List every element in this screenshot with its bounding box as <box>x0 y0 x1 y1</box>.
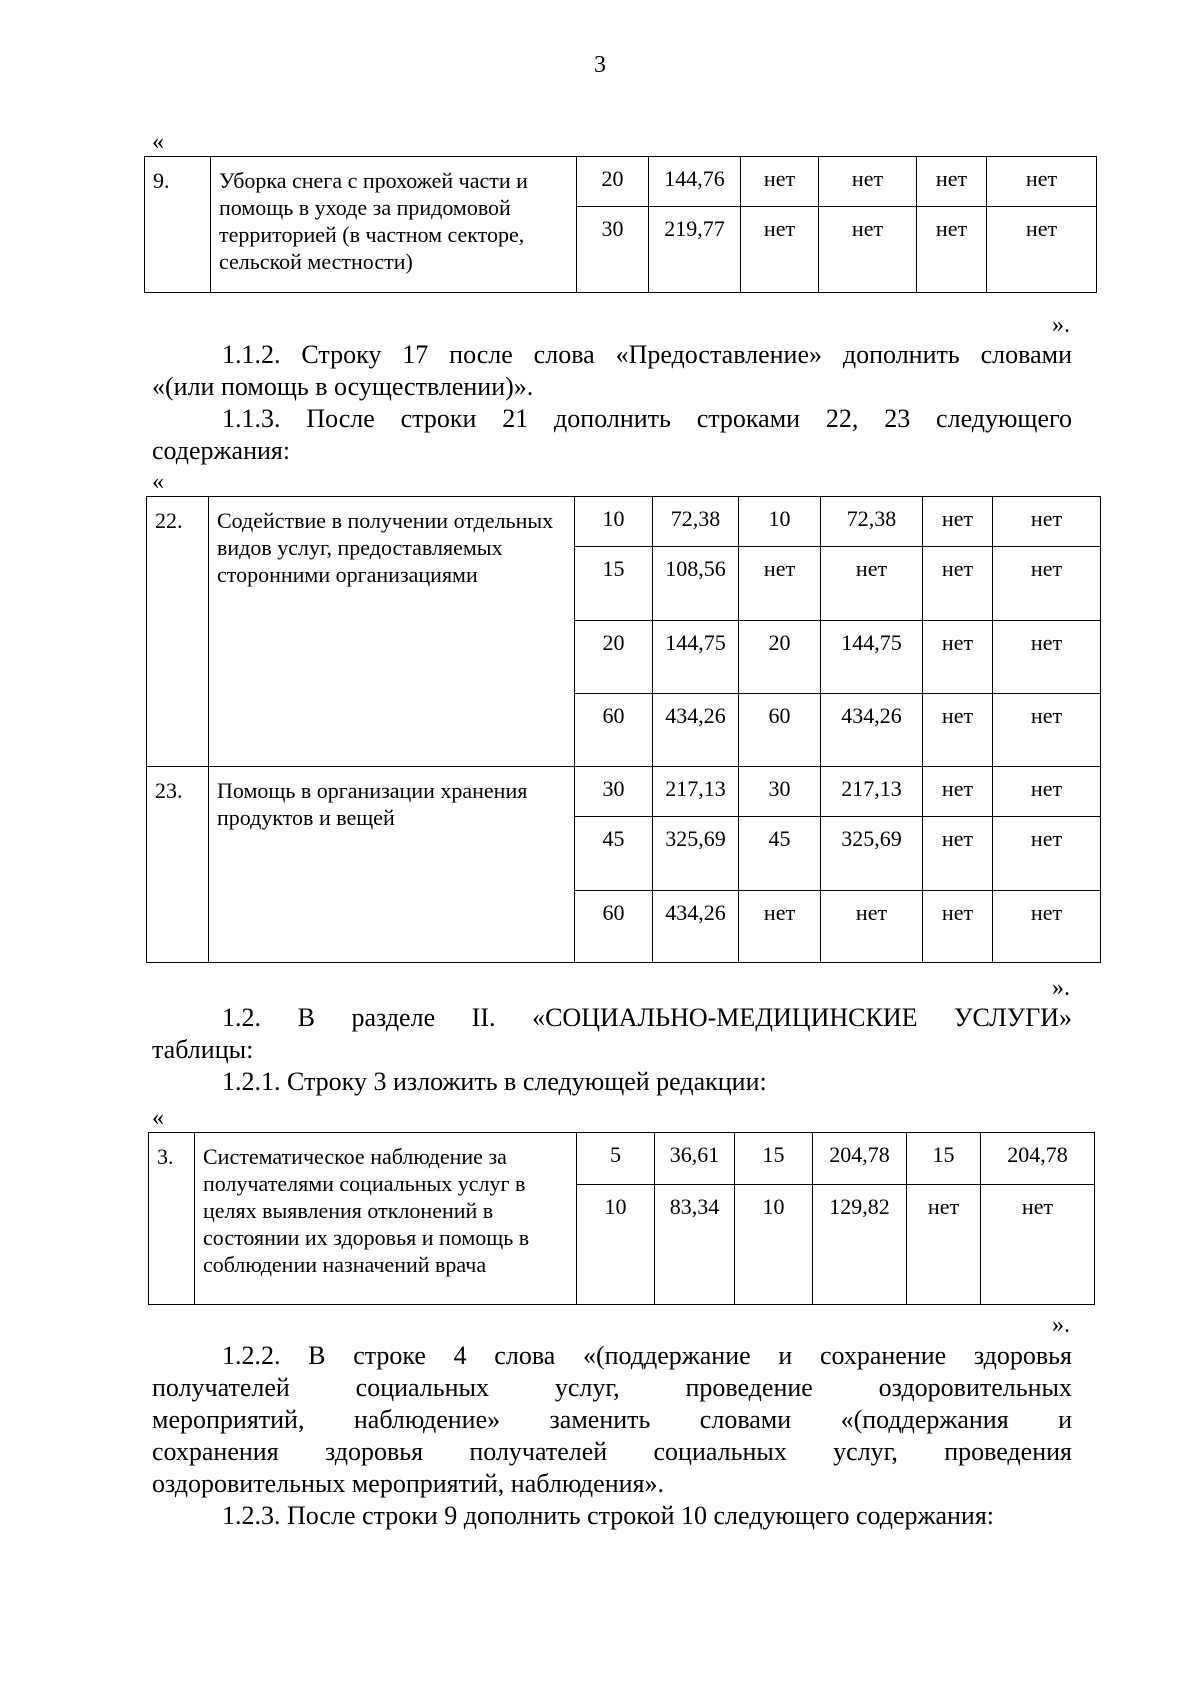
table-cell: нет <box>917 157 987 207</box>
table-cell: нет <box>741 157 819 207</box>
paragraph-1-1-3 <box>152 403 1072 467</box>
table-cell: 144,75 <box>653 621 739 694</box>
table-cell: нет <box>917 207 987 293</box>
table-cell: нет <box>987 207 1097 293</box>
table-cell: нет <box>923 694 993 767</box>
table-cell: 204,78 <box>981 1133 1095 1185</box>
table-cell: нет <box>907 1185 981 1305</box>
table-cell: нет <box>987 157 1097 207</box>
paragraph-line: получателей социальных услуг, проведение оздоровительных <box>152 1373 1072 1402</box>
table-cell: нет <box>993 497 1101 547</box>
table-cell: нет <box>923 767 993 817</box>
table-cell: нет <box>993 817 1101 891</box>
table-cell: 72,38 <box>821 497 923 547</box>
table-cell: 60 <box>739 694 821 767</box>
service-description: Систематическое наблюдение за получателями социальных услуг в целях выявления отклонений в состоянии их здоровья и помощь в соблюдении назначений врача <box>195 1133 577 1305</box>
services-table-row-9 <box>144 156 1097 293</box>
paragraph-line: 1.2. В разделе II. «СОЦИАЛЬНО-МЕДИЦИНСКИЕ УСЛУГИ» <box>222 1003 1072 1032</box>
table-cell: 60 <box>575 694 653 767</box>
row-number: 9. <box>145 157 211 293</box>
table-cell: нет <box>993 694 1101 767</box>
paragraph-line: таблицы: <box>152 1035 254 1064</box>
table-cell: 325,69 <box>821 817 923 891</box>
table-cell: нет <box>923 547 993 621</box>
table-cell: 20 <box>739 621 821 694</box>
table-cell: 219,77 <box>649 207 741 293</box>
table-cell: 10 <box>739 497 821 547</box>
row-number: 22. <box>147 497 209 767</box>
opening-quote: « <box>152 129 164 155</box>
table-cell: 83,34 <box>655 1185 735 1305</box>
table-cell: нет <box>923 891 993 963</box>
table-cell: нет <box>739 891 821 963</box>
row-number: 23. <box>147 767 209 963</box>
paragraph-line: сохранения здоровья получателей социальных услуг, проведения <box>152 1437 1072 1466</box>
paragraph-line: 1.1.2. Строку 17 после слова «Предоставление» дополнить словами <box>222 340 1072 369</box>
service-description: Помощь в организации хранения продуктов и вещей <box>209 767 575 963</box>
table-cell: 72,38 <box>653 497 739 547</box>
table-cell: 30 <box>739 767 821 817</box>
service-description: Уборка снега с прохожей части и помощь в уходе за придомовой территорией (в частном секторе, сельской местности) <box>211 157 577 293</box>
paragraph-1-2 <box>152 1002 1072 1066</box>
closing-quote: ». <box>1052 975 1070 1001</box>
table-cell: 434,26 <box>821 694 923 767</box>
table-cell: 5 <box>577 1133 655 1185</box>
table-cell: 10 <box>735 1185 813 1305</box>
table-cell: нет <box>993 767 1101 817</box>
table-cell: 60 <box>575 891 653 963</box>
table-cell: 20 <box>577 157 649 207</box>
table-cell: 10 <box>577 1185 655 1305</box>
paragraph-1-2-3 <box>152 1500 1072 1532</box>
paragraph-line: «(или помощь в осуществлении)». <box>152 372 534 401</box>
page-number: 3 <box>594 52 606 78</box>
table-cell: нет <box>923 817 993 891</box>
table-cell: 204,78 <box>813 1133 907 1185</box>
paragraph-1-1-2 <box>152 339 1072 403</box>
table-cell: 144,76 <box>649 157 741 207</box>
table-cell: 434,26 <box>653 891 739 963</box>
paragraph-line: 1.2.1. Строку 3 изложить в следующей редакции: <box>222 1067 767 1096</box>
table-cell: нет <box>819 207 917 293</box>
service-description: Содействие в получении отдельных видов услуг, предоставляемых сторонними организациями <box>209 497 575 767</box>
table-cell: нет <box>993 621 1101 694</box>
paragraph-1-2-1 <box>152 1066 1072 1098</box>
table-cell: нет <box>741 207 819 293</box>
paragraph-line: 1.2.3. После строки 9 дополнить строкой 10 следующего содержания: <box>222 1501 995 1530</box>
table-cell: 36,61 <box>655 1133 735 1185</box>
opening-quote: « <box>152 469 164 495</box>
closing-quote: ». <box>1052 1312 1070 1338</box>
table-cell: 15 <box>735 1133 813 1185</box>
table-cell: 45 <box>575 817 653 891</box>
table-cell: 30 <box>575 767 653 817</box>
table-cell: 10 <box>575 497 653 547</box>
table-cell: 108,56 <box>653 547 739 621</box>
table-cell: 20 <box>575 621 653 694</box>
table-cell: 15 <box>907 1133 981 1185</box>
table-cell: 217,13 <box>821 767 923 817</box>
table-cell: 15 <box>575 547 653 621</box>
table-cell: нет <box>981 1185 1095 1305</box>
table-cell: нет <box>923 497 993 547</box>
paragraph-line: 1.2.2. В строке 4 слова «(поддержание и сохранение здоровья <box>222 1341 1072 1370</box>
services-table-rows-22-23 <box>146 496 1101 963</box>
row-number: 3. <box>149 1133 195 1305</box>
services-table-row-3 <box>148 1132 1095 1305</box>
table-cell: нет <box>821 891 923 963</box>
paragraph-1-2-2 <box>152 1340 1072 1500</box>
table-cell: нет <box>993 547 1101 621</box>
table-cell: 45 <box>739 817 821 891</box>
table-cell: 144,75 <box>821 621 923 694</box>
table-cell: 129,82 <box>813 1185 907 1305</box>
table-cell: нет <box>993 891 1101 963</box>
table-cell: 434,26 <box>653 694 739 767</box>
table-cell: 325,69 <box>653 817 739 891</box>
opening-quote: « <box>152 1105 164 1131</box>
paragraph-line: мероприятий, наблюдение» заменить словами «(поддержания и <box>152 1405 1072 1434</box>
table-cell: 217,13 <box>653 767 739 817</box>
paragraph-line: содержания: <box>152 436 291 465</box>
table-cell: 30 <box>577 207 649 293</box>
table-cell: нет <box>821 547 923 621</box>
paragraph-line: оздоровительных мероприятий, наблюдения». <box>152 1469 664 1498</box>
table-cell: нет <box>923 621 993 694</box>
table-cell: нет <box>819 157 917 207</box>
closing-quote: ». <box>1052 312 1070 338</box>
paragraph-line: 1.1.3. После строки 21 дополнить строками 22, 23 следующего <box>222 404 1072 433</box>
table-cell: нет <box>739 547 821 621</box>
